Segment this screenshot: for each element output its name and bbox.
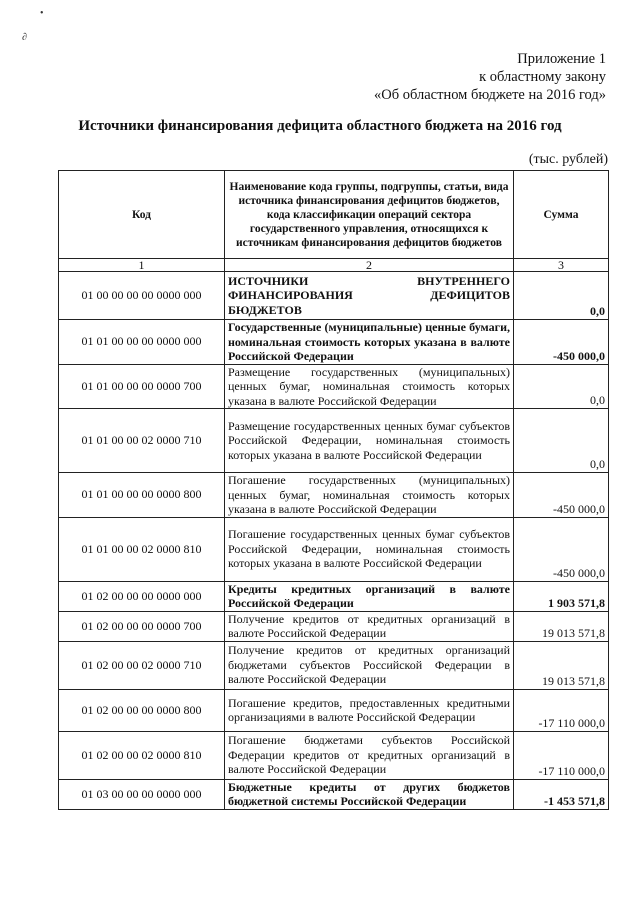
table-row [59,731,609,779]
row-name: Кредиты кредитных организаций в валюте Российской Федерации [225,581,514,611]
appendix-line-1: Приложение 1 [517,51,606,67]
row-sum: 19 013 571,8 [514,641,609,689]
header-code: Код [59,171,225,259]
table-row [59,611,609,641]
row-name: Погашение бюджетами субъектов Российской Федерации кредитов от кредитных организаций в валюте Российской Федерации [225,731,514,779]
table-row [59,779,609,809]
row-sum: 19 013 571,8 [514,611,609,641]
row-name: Бюджетные кредиты от других бюджетов бюджетной системы Российской Федерации [225,779,514,809]
table-row [59,689,609,731]
scan-mark: ∂ [22,32,27,43]
header-sum: Сумма [514,171,609,259]
table-row [59,581,609,611]
row-name: Погашение государственных (муниципальных) ценных бумаг, номинальная стоимость которых указана в валюте Российской Федерации [225,473,514,518]
row-sum: 0,0 [514,409,609,473]
row-code: 01 01 00 00 00 0000 700 [59,364,225,409]
units-label: (тыс. рублей) [528,152,608,167]
row-name: ИСТОЧНИКИ ВНУТРЕННЕГО ФИНАНСИРОВАНИЯ ДЕФИЦИТОВ БЮДЖЕТОВ [225,272,514,320]
financing-sources-table [58,170,609,810]
row-name: Государственные (муниципальные) ценные бумаги, номинальная стоимость которых указана в валюте Российской Федерации [225,320,514,365]
row-code: 01 02 00 00 00 0000 800 [59,689,225,731]
column-number-3: 3 [514,259,609,272]
row-code: 01 00 00 00 00 0000 000 [59,272,225,320]
row-name: Размещение государственных ценных бумаг субъектов Российской Федерации, номинальная стоимость которых указана в валюте Российской Федерации [225,409,514,473]
scan-speck: • [40,8,44,19]
table-body [59,272,609,810]
row-sum: -450 000,0 [514,473,609,518]
row-sum: -17 110 000,0 [514,689,609,731]
column-number-2: 2 [225,259,514,272]
table-row [59,409,609,473]
row-sum: -450 000,0 [514,517,609,581]
row-code: 01 02 00 00 00 0000 000 [59,581,225,611]
row-code: 01 01 00 00 02 0000 710 [59,409,225,473]
row-sum: 0,0 [514,272,609,320]
row-code: 01 01 00 00 00 0000 800 [59,473,225,518]
appendix-line-3: «Об областном бюджете на 2016 год» [374,87,606,103]
table-row [59,320,609,365]
table-row [59,641,609,689]
table-row [59,364,609,409]
row-code: 01 03 00 00 00 0000 000 [59,779,225,809]
row-sum: 0,0 [514,364,609,409]
row-code: 01 02 00 00 02 0000 710 [59,641,225,689]
row-name: Погашение кредитов, предоставленных кредитными организациями в валюте Российской Федерации [225,689,514,731]
row-sum: -450 000,0 [514,320,609,365]
row-sum: -1 453 571,8 [514,779,609,809]
table-row [59,473,609,518]
column-number-1: 1 [59,259,225,272]
appendix-line-2: к областному закону [479,69,606,85]
row-name: Размещение государственных (муниципальных) ценных бумаг, номинальная стоимость которых указана в валюте Российской Федерации [225,364,514,409]
document-title: Источники финансирования дефицита областного бюджета на 2016 год [78,118,562,134]
row-code: 01 01 00 00 02 0000 810 [59,517,225,581]
row-code: 01 02 00 00 00 0000 700 [59,611,225,641]
row-sum: 1 903 571,8 [514,581,609,611]
appendix-header [374,50,606,104]
row-name: Погашение государственных ценных бумаг субъектов Российской Федерации, номинальная стоимость которых указана в валюте Российской Федерации [225,517,514,581]
row-name: Получение кредитов от кредитных организаций в валюте Российской Федерации [225,611,514,641]
table-row [59,517,609,581]
row-code: 01 01 00 00 00 0000 000 [59,320,225,365]
table-row [59,272,609,320]
header-name: Наименование кода группы, подгруппы, статьи, вида источника финансирования дефицитов бюджетов, кода классификации операций сектора государственного управления, относящихся к источникам финансирования дефицитов бюджетов [225,171,514,259]
row-code: 01 02 00 00 02 0000 810 [59,731,225,779]
row-name: Получение кредитов от кредитных организаций бюджетами субъектов Российской Федерации в валюте Российской Федерации [225,641,514,689]
row-sum: -17 110 000,0 [514,731,609,779]
